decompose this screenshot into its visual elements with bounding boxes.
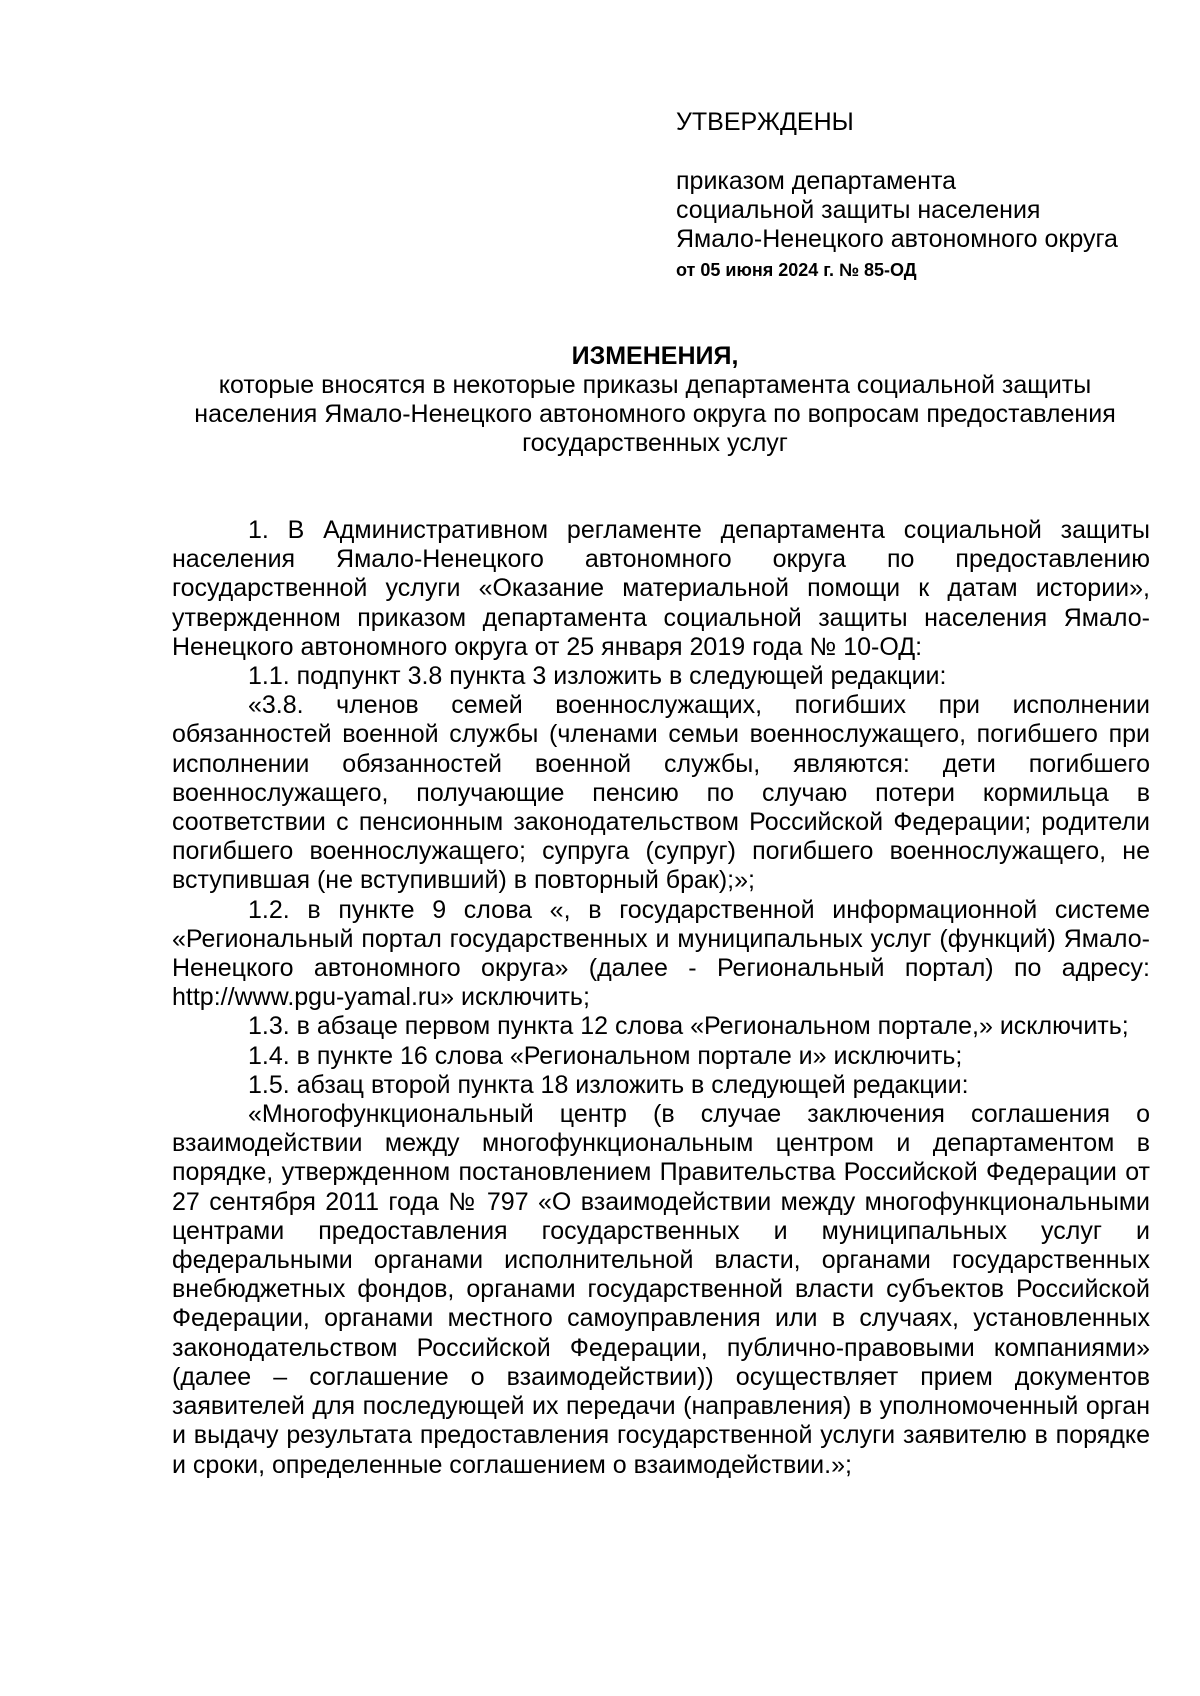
paragraph-3-8-text: «3.8. членов семей военнослужащих, погибших при исполнении обязанностей военной службы (членами семьи военнослужащего, погибшего при исполнении обязанностей военной службы, являются: дети погибшего военнослужащего, получающие пенсию по случаю потери кормильца в соответствии с пенсионным законодательством Российской Федерации; родители погибшего военнослужащего; супруга (супруг) погибшего военнослужащего, не вступившая (не вступивший) в повторный брак);»; [172, 691, 1150, 895]
paragraph-1-4: 1.4. в пункте 16 слова «Региональном портале и» исключить; [248, 1041, 963, 1070]
paragraph-1-1: 1.1. подпункт 3.8 пункта 3 изложить в следующей редакции: [248, 662, 947, 691]
approval-line-2: социальной защиты населения [676, 196, 1041, 224]
approval-title: УТВЕРЖДЕНЫ [676, 108, 854, 136]
paragraph-mfc-text: «Многофункциональный центр (в случае заключения соглашения о взаимодействии между многофункциональным центром и департаментом в порядке, утвержденном постановлением Правительства Российской Федерации от 27 сентября 2011 года № 797 «О взаимодействии между многофункциональными центрами предоставления государственных и муниципальных услуг и федеральными органами исполнительной власти, органами государственных внебюджетных фондов, органами государственной власти субъектов Российской Федерации, органами местного самоуправления или в случаях, установленных законодательством Российской Федерации, публично-правовыми компаниями» (далее – соглашение о взаимодействии)) осуществляет прием документов заявителей для последующей их передачи (направления) в уполномоченный орган и выдачу результата предоставления государственной услуги заявителю в порядке и сроки, определенные соглашением о взаимодействии.»; [172, 1100, 1150, 1479]
approval-line-1: приказом департамента [676, 167, 957, 195]
approval-block [676, 108, 1156, 282]
document-title-block [160, 342, 1150, 458]
paragraph-1-3: 1.3. в абзаце первом пункта 12 слова «Региональном портале,» исключить; [248, 1012, 1129, 1041]
paragraph-1-2: 1.2. в пункте 9 слова «, в государственной информационной системе «Региональный портал государственных и муниципальных услуг (функций) Ямало-Ненецкого автономного округа» (далее - Региональный портал) по адресу: http://www.pgu-yamal.ru» исключить; [172, 895, 1150, 1012]
document-heading: ИЗМЕНЕНИЯ, [571, 342, 739, 370]
paragraph-1: 1. В Административном регламенте департамента социальной защиты населения Ямало-Ненецкого автономного округа по предоставлению государственной услуги «Оказание материальной помощи к датам истории», утвержденном приказом департамента социальной защиты населения Ямало-Ненецкого автономного округа от 25 января 2019 года № 10-ОД: [172, 516, 1150, 661]
approval-line-3: Ямало-Ненецкого автономного округа [676, 225, 1118, 253]
document-body [172, 516, 1150, 1480]
paragraph-1-5: 1.5. абзац второй пункта 18 изложить в следующей редакции: [248, 1070, 969, 1099]
document-subtitle: которые вносятся в некоторые приказы департамента социальной защиты населения Ямало-Ненецкого автономного округа по вопросам предоставления государственных услуг [194, 371, 1116, 457]
order-reference: от 05 июня 2024 г. № 85-ОД [676, 260, 917, 280]
